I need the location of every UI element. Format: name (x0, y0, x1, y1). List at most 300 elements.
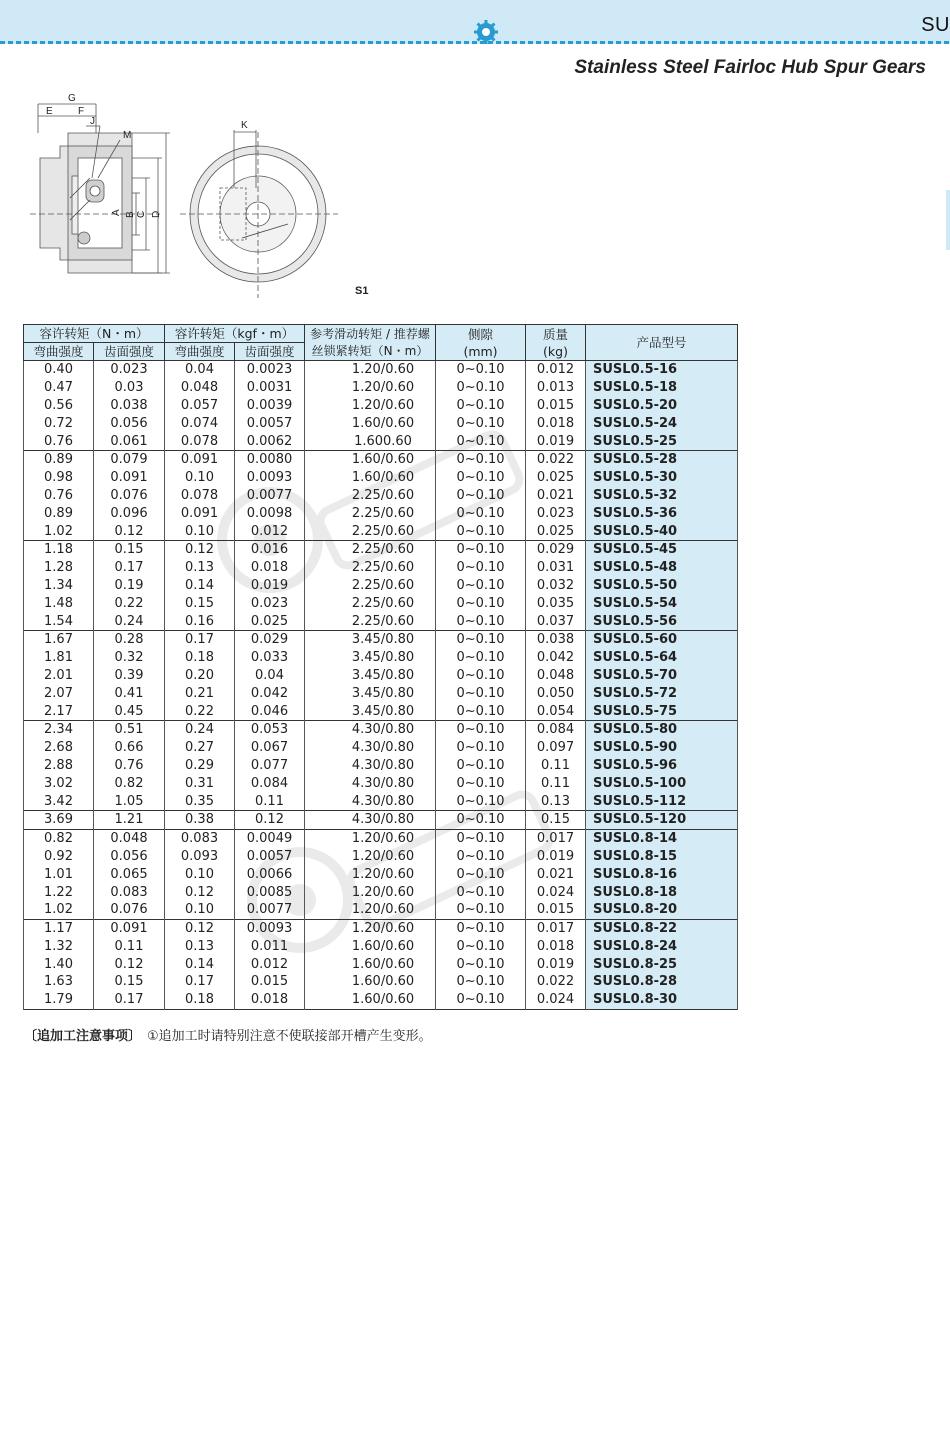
table-row (24, 757, 738, 775)
table-row (24, 938, 738, 956)
cell-slip-torque: 4.30/0.80 (305, 774, 436, 792)
cell-backlash: 0~0.10 (436, 594, 526, 612)
header-torque-nm: 容许转矩（N・m） (24, 325, 165, 343)
cell-surface-nm: 0.038 (94, 397, 165, 415)
cell-model: SUSL0.5-24 (586, 414, 738, 432)
cell-surface-nm: 0.079 (94, 450, 165, 468)
cell-surface-nm: 0.083 (94, 883, 165, 901)
cell-surface-nm: 0.11 (94, 938, 165, 956)
cell-surface-kgf: 0.04 (235, 667, 305, 685)
cell-slip-torque: 3.45/0.80 (305, 684, 436, 702)
cell-surface-kgf: 0.0057 (235, 414, 305, 432)
cell-slip-torque: 1.20/0.60 (305, 361, 436, 379)
table-row (24, 379, 738, 397)
table-row (24, 792, 738, 810)
svg-text:B: B (125, 211, 136, 218)
cell-bending-nm: 1.40 (24, 955, 94, 973)
cell-model: SUSL0.8-30 (586, 991, 738, 1009)
table-row (24, 469, 738, 487)
svg-text:G: G (68, 93, 76, 104)
cell-surface-nm: 0.19 (94, 577, 165, 595)
cell-bending-kgf: 0.10 (165, 522, 235, 540)
cell-model: SUSL0.5-96 (586, 757, 738, 775)
cell-mass: 0.032 (526, 577, 586, 595)
cell-surface-kgf: 0.015 (235, 973, 305, 991)
cell-surface-nm: 0.076 (94, 901, 165, 919)
page-edge-tab (946, 190, 950, 250)
cell-bending-nm: 3.42 (24, 792, 94, 810)
cell-backlash: 0~0.10 (436, 504, 526, 522)
cell-surface-nm: 0.12 (94, 522, 165, 540)
cell-mass: 0.097 (526, 739, 586, 757)
cell-bending-nm: 0.89 (24, 450, 94, 468)
cell-surface-nm: 0.51 (94, 720, 165, 738)
cell-surface-kgf: 0.029 (235, 630, 305, 648)
gear-icon (473, 19, 499, 45)
cell-bending-kgf: 0.078 (165, 487, 235, 505)
cell-slip-torque: 1.20/0.60 (305, 397, 436, 415)
cell-model: SUSL0.5-40 (586, 522, 738, 540)
note-label: 〔追加工注意事项〕 (24, 1029, 142, 1044)
cell-surface-kgf: 0.0077 (235, 487, 305, 505)
header-surface-nm: 齿面强度 (94, 343, 165, 361)
cell-bending-nm: 0.98 (24, 469, 94, 487)
cell-slip-torque: 2.25/0.60 (305, 540, 436, 558)
cell-bending-nm: 1.48 (24, 594, 94, 612)
cell-bending-kgf: 0.13 (165, 938, 235, 956)
cell-mass: 0.019 (526, 848, 586, 866)
cell-slip-torque: 1.20/0.60 (305, 883, 436, 901)
cell-surface-nm: 0.03 (94, 379, 165, 397)
cell-backlash: 0~0.10 (436, 865, 526, 883)
cell-bending-nm: 0.82 (24, 829, 94, 847)
cell-slip-torque: 4.30/0.80 (305, 792, 436, 810)
cell-mass: 0.024 (526, 991, 586, 1009)
cell-bending-nm: 2.88 (24, 757, 94, 775)
cell-slip-torque: 2.25/0.60 (305, 559, 436, 577)
cell-mass: 0.025 (526, 469, 586, 487)
cell-bending-kgf: 0.15 (165, 594, 235, 612)
table-row (24, 684, 738, 702)
cell-surface-kgf: 0.084 (235, 774, 305, 792)
cell-mass: 0.021 (526, 487, 586, 505)
table-row (24, 522, 738, 540)
cell-bending-nm: 2.01 (24, 667, 94, 685)
cell-bending-nm: 2.68 (24, 739, 94, 757)
cell-surface-kgf: 0.019 (235, 577, 305, 595)
cell-slip-torque: 4.30/0.80 (305, 810, 436, 829)
cell-bending-kgf: 0.16 (165, 612, 235, 630)
cell-mass: 0.11 (526, 774, 586, 792)
row-group (24, 720, 738, 810)
cell-bending-kgf: 0.093 (165, 848, 235, 866)
cell-model: SUSL0.5-18 (586, 379, 738, 397)
header-mass-line1: 质量 (543, 326, 569, 342)
cell-model: SUSL0.8-25 (586, 955, 738, 973)
cell-bending-nm: 2.34 (24, 720, 94, 738)
cell-backlash: 0~0.10 (436, 883, 526, 901)
cell-surface-nm: 0.82 (94, 774, 165, 792)
cell-surface-kgf: 0.11 (235, 792, 305, 810)
cell-mass: 0.022 (526, 450, 586, 468)
cell-surface-kgf: 0.0057 (235, 848, 305, 866)
cell-bending-nm: 2.17 (24, 702, 94, 720)
cell-model: SUSL0.5-80 (586, 720, 738, 738)
cell-bending-kgf: 0.29 (165, 757, 235, 775)
cell-backlash: 0~0.10 (436, 774, 526, 792)
cell-slip-torque: 1.60/0.60 (305, 938, 436, 956)
table-row (24, 540, 738, 558)
cell-bending-kgf: 0.091 (165, 504, 235, 522)
svg-text:D: D (151, 210, 162, 218)
header-band (0, 0, 950, 44)
cell-surface-nm: 0.39 (94, 667, 165, 685)
cell-surface-kgf: 0.016 (235, 540, 305, 558)
cell-bending-kgf: 0.20 (165, 667, 235, 685)
cell-mass: 0.031 (526, 559, 586, 577)
cell-bending-nm: 2.07 (24, 684, 94, 702)
cell-slip-torque: 1.60/0.60 (305, 973, 436, 991)
cell-backlash: 0~0.10 (436, 649, 526, 667)
table-row (24, 702, 738, 720)
cell-mass: 0.019 (526, 955, 586, 973)
header-bending-nm: 弯曲强度 (24, 343, 94, 361)
cell-mass: 0.013 (526, 379, 586, 397)
cell-slip-torque: 1.20/0.60 (305, 901, 436, 919)
cell-model: SUSL0.5-36 (586, 504, 738, 522)
table-row (24, 865, 738, 883)
cell-surface-kgf: 0.033 (235, 649, 305, 667)
cell-slip-torque: 2.25/0.60 (305, 522, 436, 540)
cell-bending-kgf: 0.24 (165, 720, 235, 738)
cell-model: SUSL0.5-75 (586, 702, 738, 720)
cell-slip-torque: 1.20/0.60 (305, 919, 436, 937)
table-row (24, 955, 738, 973)
cell-bending-nm: 0.47 (24, 379, 94, 397)
cell-mass: 0.015 (526, 397, 586, 415)
cell-slip-torque: 3.45/0.80 (305, 630, 436, 648)
cell-model: SUSL0.5-30 (586, 469, 738, 487)
cell-mass: 0.017 (526, 829, 586, 847)
cell-surface-nm: 0.023 (94, 361, 165, 379)
cell-slip-torque: 4.30/0.80 (305, 757, 436, 775)
cell-slip-torque: 1.20/0.60 (305, 379, 436, 397)
cell-surface-kgf: 0.0023 (235, 361, 305, 379)
cell-slip-torque: 2.25/0.60 (305, 594, 436, 612)
table-row (24, 919, 738, 937)
cell-surface-nm: 0.22 (94, 594, 165, 612)
cell-mass: 0.012 (526, 361, 586, 379)
table-row (24, 901, 738, 919)
cell-slip-torque: 2.25/0.60 (305, 504, 436, 522)
drawing-caption: S1 (355, 285, 369, 297)
cell-surface-nm: 0.091 (94, 919, 165, 937)
cell-backlash: 0~0.10 (436, 667, 526, 685)
cell-model: SUSL0.5-54 (586, 594, 738, 612)
table-row (24, 450, 738, 468)
cell-surface-kgf: 0.0077 (235, 901, 305, 919)
cell-slip-torque: 4.30/0.80 (305, 739, 436, 757)
cell-bending-kgf: 0.078 (165, 432, 235, 450)
cell-bending-nm: 1.01 (24, 865, 94, 883)
cell-surface-nm: 0.15 (94, 540, 165, 558)
cell-mass: 0.021 (526, 865, 586, 883)
cell-surface-nm: 0.056 (94, 414, 165, 432)
svg-text:C: C (136, 210, 147, 218)
cell-bending-kgf: 0.091 (165, 450, 235, 468)
row-group (24, 810, 738, 829)
cell-mass: 0.022 (526, 973, 586, 991)
cell-model: SUSL0.5-100 (586, 774, 738, 792)
svg-text:A: A (111, 209, 122, 216)
cell-surface-nm: 0.065 (94, 865, 165, 883)
cell-mass: 0.048 (526, 667, 586, 685)
cell-backlash: 0~0.10 (436, 720, 526, 738)
cell-model: SUSL0.5-16 (586, 361, 738, 379)
cell-model: SUSL0.5-64 (586, 649, 738, 667)
table-row (24, 361, 738, 379)
spec-table (23, 324, 738, 1010)
cell-backlash: 0~0.10 (436, 397, 526, 415)
cell-bending-nm: 1.22 (24, 883, 94, 901)
note-text: ①追加工时请特别注意不使联接部开槽产生变形。 (147, 1029, 432, 1044)
cell-bending-kgf: 0.31 (165, 774, 235, 792)
header-surface-kgf: 齿面强度 (235, 343, 305, 361)
table-row (24, 810, 738, 829)
table-row (24, 397, 738, 415)
header-slip-torque (305, 325, 436, 361)
cell-mass: 0.029 (526, 540, 586, 558)
header-slip-line1: 参考滑动转矩 / 推荐螺 (310, 326, 430, 341)
cell-surface-nm: 0.12 (94, 955, 165, 973)
cell-surface-nm: 0.24 (94, 612, 165, 630)
cell-slip-torque: 2.25/0.60 (305, 487, 436, 505)
table-row (24, 829, 738, 847)
cell-backlash: 0~0.10 (436, 361, 526, 379)
cell-bending-nm: 0.89 (24, 504, 94, 522)
cell-surface-nm: 0.32 (94, 649, 165, 667)
cell-bending-kgf: 0.18 (165, 991, 235, 1009)
cell-backlash: 0~0.10 (436, 450, 526, 468)
cell-surface-kgf: 0.0066 (235, 865, 305, 883)
cell-surface-kgf: 0.012 (235, 522, 305, 540)
cell-backlash: 0~0.10 (436, 810, 526, 829)
cell-slip-torque: 1.20/0.60 (305, 865, 436, 883)
header-bending-kgf: 弯曲强度 (165, 343, 235, 361)
cell-slip-torque: 3.45/0.80 (305, 702, 436, 720)
cell-surface-nm: 1.21 (94, 810, 165, 829)
cell-bending-nm: 1.28 (24, 559, 94, 577)
cell-bending-kgf: 0.10 (165, 865, 235, 883)
cell-bending-kgf: 0.27 (165, 739, 235, 757)
cell-bending-kgf: 0.21 (165, 684, 235, 702)
cell-model: SUSL0.5-50 (586, 577, 738, 595)
cell-surface-nm: 0.28 (94, 630, 165, 648)
svg-text:E: E (46, 106, 53, 117)
cell-backlash: 0~0.10 (436, 612, 526, 630)
cell-slip-torque: 1.60/0.60 (305, 414, 436, 432)
cell-surface-nm: 0.17 (94, 991, 165, 1009)
cell-model: SUSL0.5-120 (586, 810, 738, 829)
cell-surface-nm: 0.76 (94, 757, 165, 775)
cell-bending-nm: 0.72 (24, 414, 94, 432)
cell-model: SUSL0.5-28 (586, 450, 738, 468)
cell-bending-kgf: 0.083 (165, 829, 235, 847)
cell-backlash: 0~0.10 (436, 414, 526, 432)
cell-surface-kgf: 0.025 (235, 612, 305, 630)
cell-slip-torque: 2.25/0.60 (305, 612, 436, 630)
cell-bending-nm: 1.81 (24, 649, 94, 667)
table-row (24, 649, 738, 667)
cell-slip-torque: 1.60/0.60 (305, 469, 436, 487)
cell-backlash: 0~0.10 (436, 702, 526, 720)
cell-surface-nm: 0.076 (94, 487, 165, 505)
cell-mass: 0.023 (526, 504, 586, 522)
cell-surface-nm: 0.15 (94, 973, 165, 991)
cell-bending-kgf: 0.10 (165, 901, 235, 919)
header-model: 产品型号 (586, 325, 738, 361)
cell-surface-nm: 0.45 (94, 702, 165, 720)
cell-surface-kgf: 0.012 (235, 955, 305, 973)
svg-text:K: K (241, 120, 248, 131)
cell-backlash: 0~0.10 (436, 919, 526, 937)
table-row (24, 432, 738, 450)
header-backlash-line1: 侧隙 (468, 326, 494, 342)
table-row (24, 504, 738, 522)
cell-slip-torque: 1.20/0.60 (305, 829, 436, 847)
table-row (24, 991, 738, 1009)
cell-mass: 0.038 (526, 630, 586, 648)
cell-bending-kgf: 0.14 (165, 577, 235, 595)
row-group (24, 450, 738, 540)
cell-surface-nm: 0.41 (94, 684, 165, 702)
cell-model: SUSL0.5-72 (586, 684, 738, 702)
cell-model: SUSL0.8-14 (586, 829, 738, 847)
cell-slip-torque: 3.45/0.80 (305, 667, 436, 685)
cell-slip-torque: 1.60/0.60 (305, 991, 436, 1009)
cell-model: SUSL0.8-16 (586, 865, 738, 883)
cell-bending-nm: 1.32 (24, 938, 94, 956)
cell-backlash: 0~0.10 (436, 540, 526, 558)
cell-slip-torque: 1.20/0.60 (305, 848, 436, 866)
row-group (24, 540, 738, 630)
cell-bending-nm: 1.67 (24, 630, 94, 648)
cell-mass: 0.017 (526, 919, 586, 937)
series-code: SU (921, 14, 950, 36)
cell-bending-kgf: 0.35 (165, 792, 235, 810)
cell-mass: 0.024 (526, 883, 586, 901)
cell-mass: 0.13 (526, 792, 586, 810)
row-group (24, 919, 738, 1009)
spec-table-head (24, 325, 738, 361)
cell-mass: 0.018 (526, 938, 586, 956)
cell-bending-kgf: 0.048 (165, 379, 235, 397)
cell-model: SUSL0.8-22 (586, 919, 738, 937)
cell-backlash: 0~0.10 (436, 487, 526, 505)
cell-surface-kgf: 0.0039 (235, 397, 305, 415)
cell-surface-nm: 1.05 (94, 792, 165, 810)
cell-mass: 0.042 (526, 649, 586, 667)
page-title: Stainless Steel Fairloc Hub Spur Gears (574, 57, 926, 78)
cell-backlash: 0~0.10 (436, 991, 526, 1009)
cell-slip-torque: 1.600.60 (305, 432, 436, 450)
cell-surface-nm: 0.061 (94, 432, 165, 450)
svg-text:J: J (90, 116, 95, 127)
cell-bending-nm: 1.02 (24, 901, 94, 919)
cell-surface-nm: 0.17 (94, 559, 165, 577)
cell-bending-nm: 1.54 (24, 612, 94, 630)
cell-backlash: 0~0.10 (436, 630, 526, 648)
cell-bending-kgf: 0.38 (165, 810, 235, 829)
cell-slip-torque: 4.30/0.80 (305, 720, 436, 738)
table-row (24, 594, 738, 612)
cell-model: SUSL0.5-25 (586, 432, 738, 450)
cell-slip-torque: 1.60/0.60 (305, 955, 436, 973)
header-backlash-line2: (mm) (463, 343, 498, 359)
cell-backlash: 0~0.10 (436, 684, 526, 702)
cell-backlash: 0~0.10 (436, 757, 526, 775)
header-backlash (436, 325, 526, 361)
cell-backlash: 0~0.10 (436, 792, 526, 810)
cell-bending-kgf: 0.17 (165, 973, 235, 991)
cell-bending-nm: 1.18 (24, 540, 94, 558)
spec-table-wrapper (23, 324, 737, 1010)
cell-surface-kgf: 0.067 (235, 739, 305, 757)
cell-surface-kgf: 0.0093 (235, 469, 305, 487)
cell-slip-torque: 2.25/0.60 (305, 577, 436, 595)
cell-model: SUSL0.5-45 (586, 540, 738, 558)
cell-backlash: 0~0.10 (436, 829, 526, 847)
cell-mass: 0.019 (526, 432, 586, 450)
cell-bending-kgf: 0.18 (165, 649, 235, 667)
cell-bending-nm: 3.02 (24, 774, 94, 792)
cell-mass: 0.084 (526, 720, 586, 738)
cell-backlash: 0~0.10 (436, 938, 526, 956)
cell-surface-kgf: 0.077 (235, 757, 305, 775)
gear-technical-drawing (20, 88, 380, 303)
table-row (24, 739, 738, 757)
cell-bending-kgf: 0.12 (165, 540, 235, 558)
table-row (24, 487, 738, 505)
cell-bending-nm: 1.79 (24, 991, 94, 1009)
cell-model: SUSL0.5-20 (586, 397, 738, 415)
cell-backlash: 0~0.10 (436, 973, 526, 991)
cell-bending-kgf: 0.22 (165, 702, 235, 720)
cell-model: SUSL0.8-20 (586, 901, 738, 919)
cell-model: SUSL0.5-60 (586, 630, 738, 648)
table-row (24, 667, 738, 685)
cell-bending-kgf: 0.12 (165, 883, 235, 901)
cell-surface-kgf: 0.0049 (235, 829, 305, 847)
cell-model: SUSL0.5-32 (586, 487, 738, 505)
cell-model: SUSL0.5-56 (586, 612, 738, 630)
cell-bending-nm: 0.76 (24, 487, 94, 505)
cell-bending-nm: 1.34 (24, 577, 94, 595)
cell-model: SUSL0.8-28 (586, 973, 738, 991)
cell-mass: 0.025 (526, 522, 586, 540)
table-row (24, 577, 738, 595)
cell-backlash: 0~0.10 (436, 848, 526, 866)
cell-bending-kgf: 0.074 (165, 414, 235, 432)
svg-text:M: M (123, 130, 132, 141)
cell-surface-nm: 0.091 (94, 469, 165, 487)
cell-model: SUSL0.8-24 (586, 938, 738, 956)
cell-bending-nm: 3.69 (24, 810, 94, 829)
table-row (24, 848, 738, 866)
cell-bending-nm: 0.76 (24, 432, 94, 450)
cell-backlash: 0~0.10 (436, 577, 526, 595)
cell-backlash: 0~0.10 (436, 432, 526, 450)
